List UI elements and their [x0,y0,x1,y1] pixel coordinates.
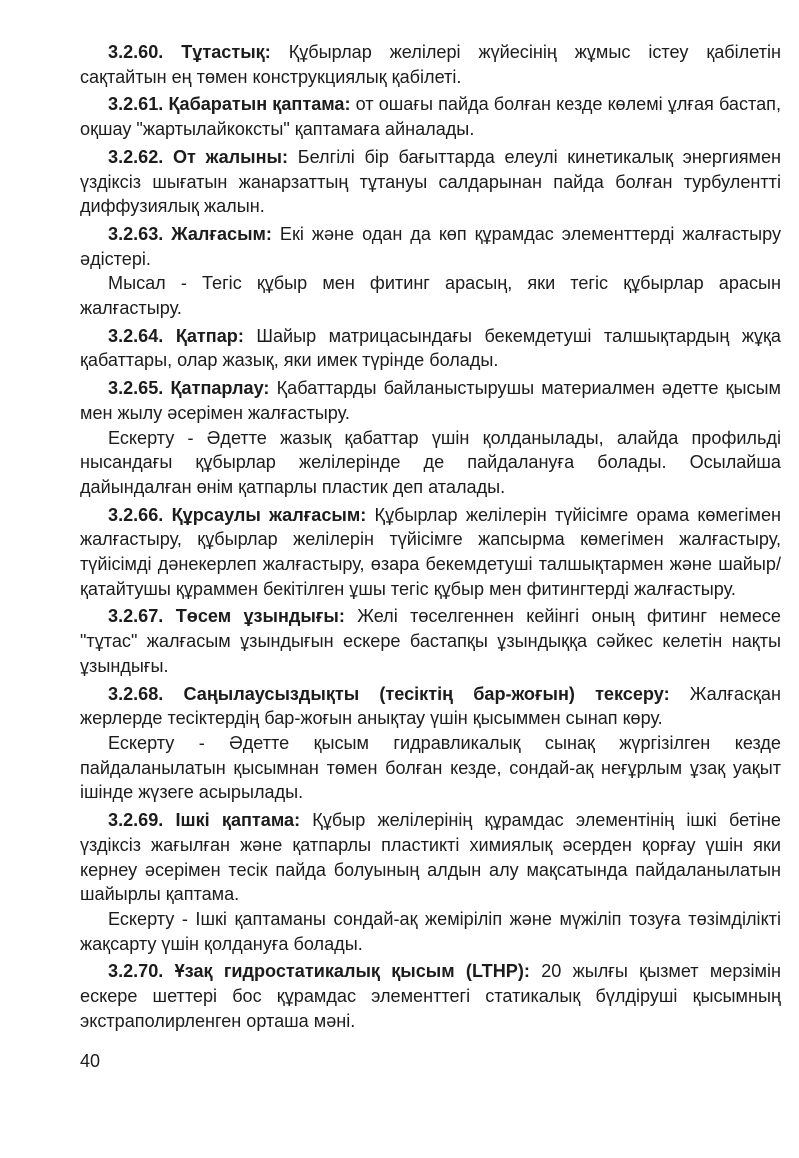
term: 3.2.62. От жалыны: [108,146,289,167]
note-3-2-68 [80,731,781,805]
note-3-2-65 [80,426,781,500]
term: 3.2.70. Ұзақ гидростатикалық қысым (LTHP): [108,961,530,982]
definition-3-2-61 [80,92,781,141]
definition-text: Белгілі бір бағыттарда елеулі кинетикалық энергиямен үздіксіз шығатын жанарзаттың тұтануы салдарынан пайда болған турбулентті диффузиялық жалын. [80,146,781,217]
definition-text: Қабаттарды байланыстырушы материалмен әдетте қысым мен жылу әсерімен жалғастыру. [80,378,781,423]
term: 3.2.65. Қатпарлау: [108,378,270,399]
definition-text: 20 жылғы қызмет мерзімін ескере шеттері бос құрамдас элементтегі статикалық бүлдіруші қысымның экстраполирленген орташа мәні. [80,961,781,1031]
definition-3-2-64 [80,324,781,373]
definition-text: Құбырлар желілерін түйісімге орама көмегімен жалғастыру, құбырлар желілерін түйісімге жапсырма көмегімен жалғастыру, түйісімді дәнекерлеп жалғастыру, өзара бекемдетуші талшықтармен және шайыр/қатайтушы құраммен бекітілген ұшы тегіс құбыр мен фитингтерді жалғастыру. [80,504,782,599]
note-3-2-69 [80,907,781,956]
definition-3-2-70 [80,959,781,1033]
example-3-2-63 [80,271,781,320]
term: 3.2.68. Саңылаусыздықты (тесіктің бар-жоғын) тексеру: [108,683,670,704]
term: 3.2.63. Жалғасым: [108,223,272,244]
page-number: 40 [80,1051,101,1071]
definition-text: Жалғасқан жерлерде тесіктердің бар-жоғын анықтау үшін қысыммен сынап көру. [80,683,781,729]
definition-text: Екі және одан да көп құрамдас элементтерді жалғастыру әдістері. [80,223,781,269]
page-content [80,40,781,1033]
term: 3.2.61. Қабаратын қаптама: [108,94,351,115]
term: 3.2.64. Қатпар: [108,325,244,346]
example-text: Мысал - Тегіс құбыр мен фитинг арасың, яки тегіс құбырлар арасын жалғастыру. [80,273,781,319]
definition-3-2-66 [80,503,781,602]
definition-3-2-60 [80,40,781,89]
definition-text: Құбырлар желілері жүйесінің жұмыс істеу қабілетін сақтайтын ең төмен конструкциялық қабілеті. [80,42,781,87]
term: 3.2.69. Ішкі қаптама: [108,810,301,831]
term: 3.2.60. Тұтастық: [108,42,271,62]
definition-3-2-67 [80,604,781,678]
definition-3-2-63 [80,222,781,271]
note-text: Ескерту - Ішкі қаптаманы сондай-ақ жеміріліп және мүжіліп тозуға төзімділікті жақсарту үшін қолдануға болады. [80,908,781,954]
note-text: Ескерту - Әдетте қысым гидравликалық сынақ жүргізілген кезде пайдаланылатын қысымнан төмен болған кезде, сондай-ақ неғұрлым ұзақ уақыт ішінде жүзеге асырылады. [80,732,781,803]
definition-3-2-65 [80,376,781,425]
note-text: Ескерту - Әдетте жазық қабаттар үшін қолданылады, алайда профильді нысандағы құбырлар желілерінде де пайдалануға болады. Осылайша дайындалған өнім қатпарлы пластик деп аталады. [80,427,781,497]
definition-text: от ошағы пайда болған кезде көлемі ұлғая бастап, оқшау "жартылайкоксты" қаптамаға айналады. [80,94,781,140]
term: 3.2.67. Төсем ұзындығы: [108,606,345,627]
definition-3-2-68 [80,682,781,731]
term: 3.2.66. Құрсаулы жалғасым: [108,504,367,525]
definition-text: Желі төселгеннен кейінгі оның фитинг немесе "тұтас" жалғасым ұзындығын ескере бастапқы ұзындыққа сәйкес келетін нақты ұзындығы. [80,606,781,676]
definition-text: Шайыр матрицасындағы бекемдетуші талшықтардың жұқа қабаттары, олар жазық, яки имек түрінде болады. [80,325,781,371]
definition-3-2-69 [80,808,781,907]
definition-text: Құбыр желілерінің құрамдас элементінің ішкі бетіне үздіксіз жағылған және қатпарлы пластикті химиялық әсерден қорғау үшін яки кернеу әсерімен тесік пайда болуының алдын алу мақсатында пайдаланылатын шайырлы қаптама. [80,810,781,905]
definition-3-2-62 [80,145,781,219]
